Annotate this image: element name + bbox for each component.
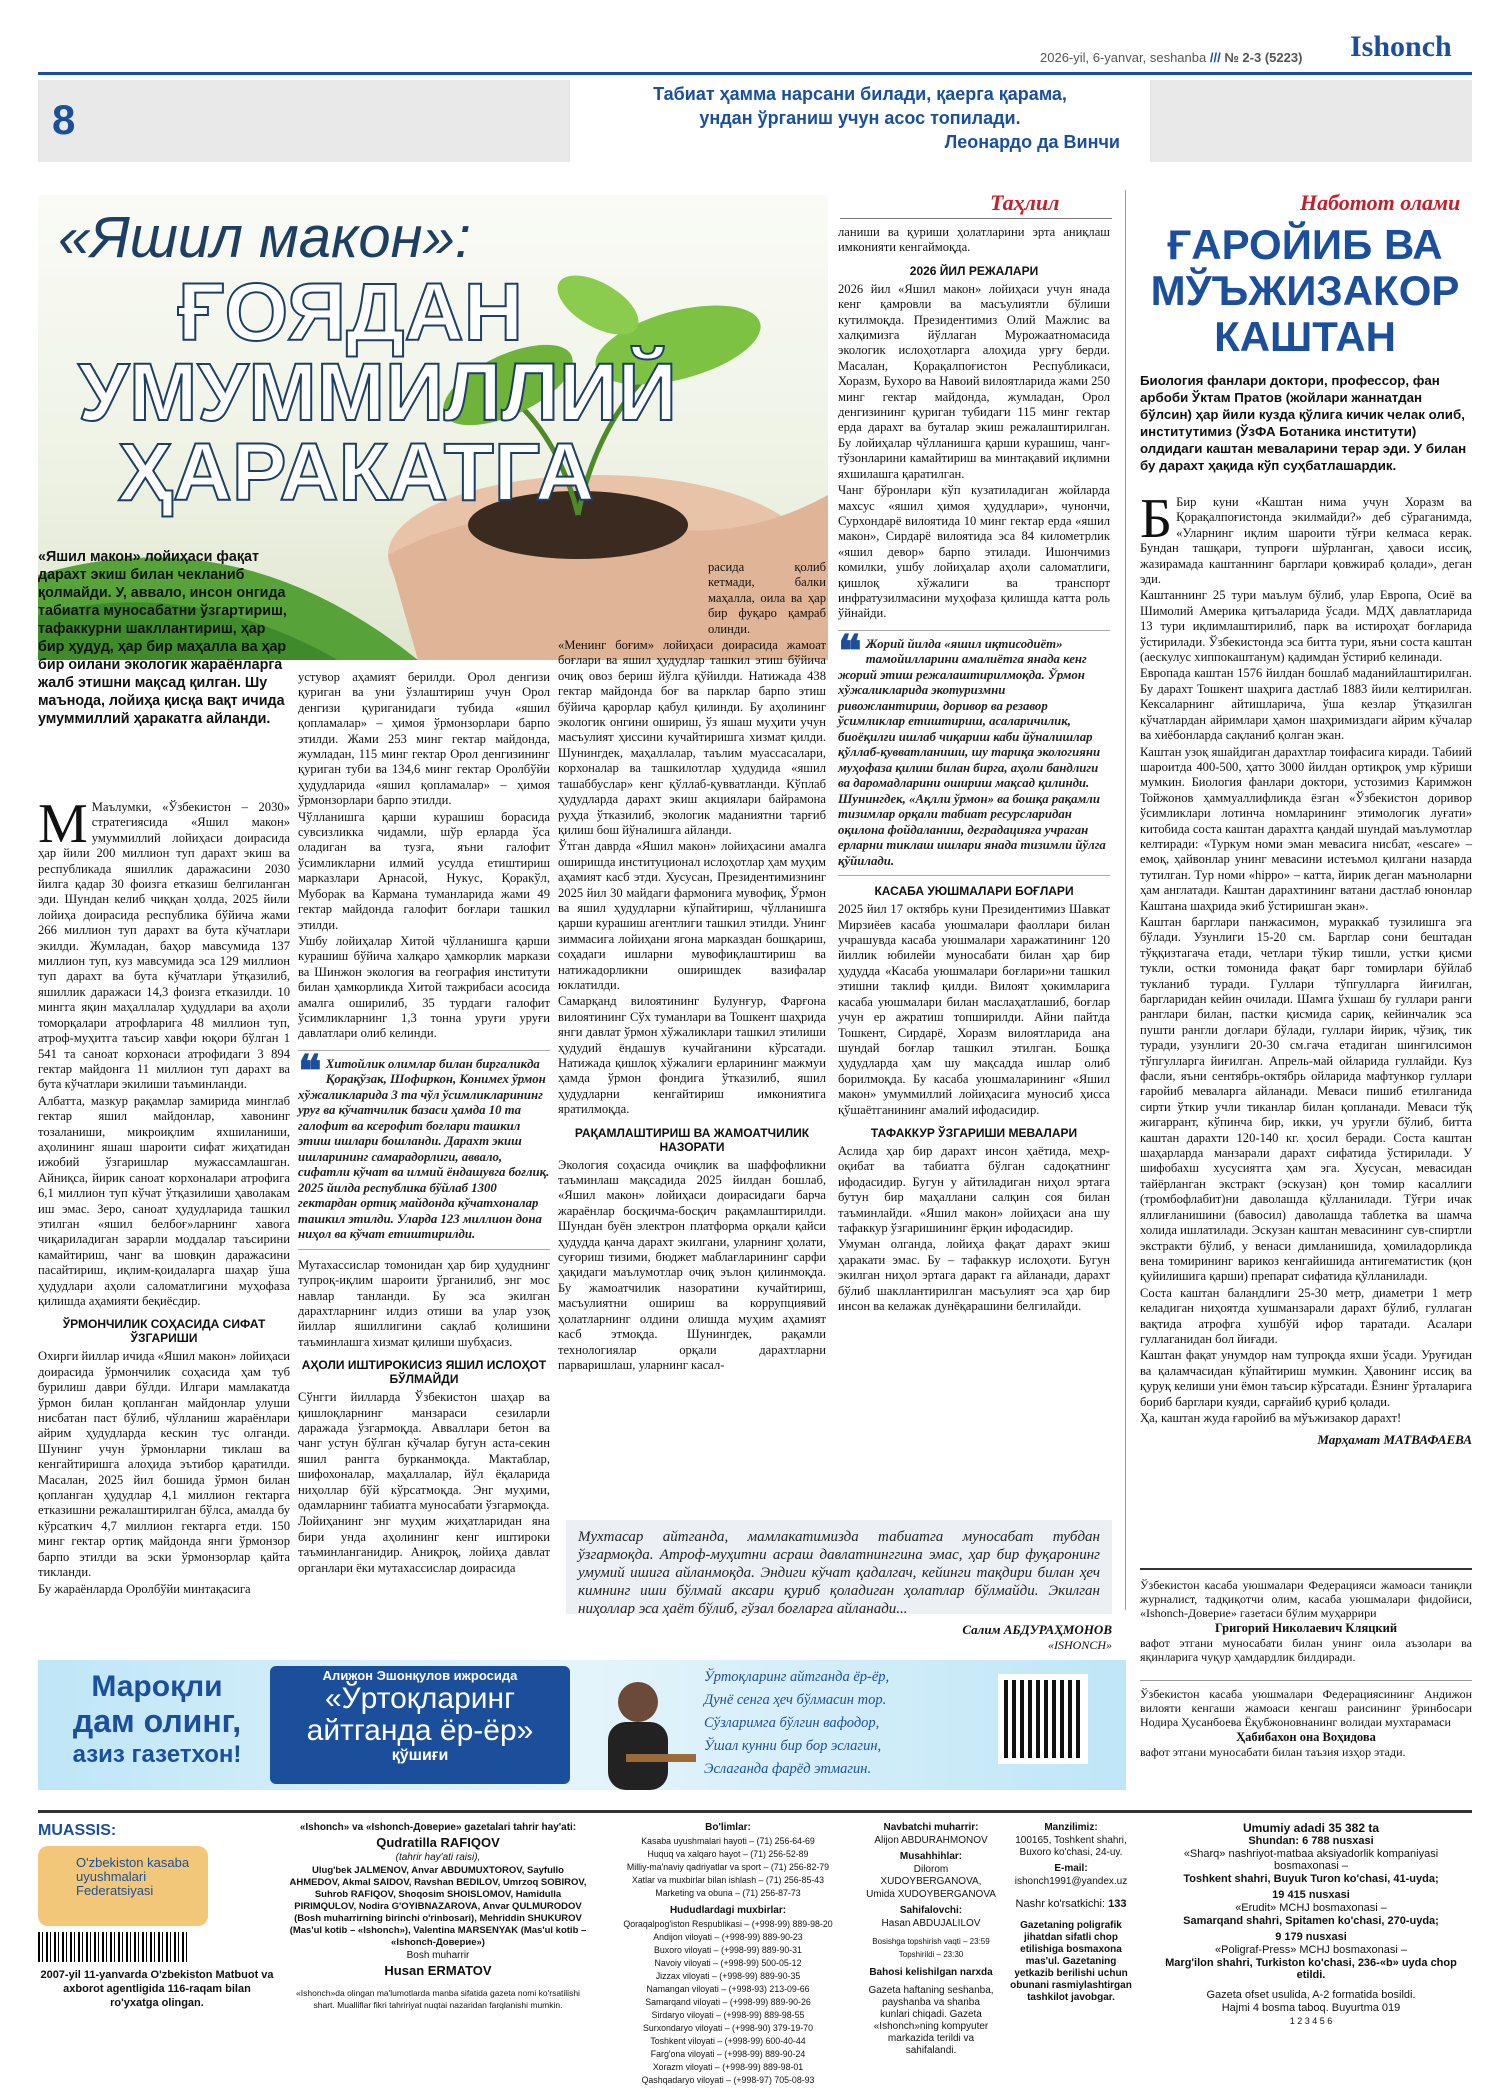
brand-logo: Ishonch xyxy=(1350,30,1452,63)
paragraph: Бу жараёнларда Оролбўйи минтақасига xyxy=(38,1581,251,1596)
paragraph: Умуман олганда, лойиҳа фақат дарахт экиш ҳаракати эмас. Бу – тафаккур ислоҳоти. Бугун экилган ниҳол эртага даракт га айланади, дарахт бўлиб шакллантирилган масъулият эса ҳар бир инсон ва келажак дунёқарашини белгилайди. xyxy=(838,1237,1110,1313)
subheading: КАСАБА УЮШМАЛАРИ БОҒЛАРИ xyxy=(874,884,1074,899)
paragraph: Самарқанд вилоятининг Булунғур, Фарғона вилоятининг Сўх туманлари ва Тошкент шаҳрида янги давлат ўрмон хўжаликлари ташкил этилиши ҳудудий ёндашув кучайганини кўрсатади. Натижада қишлоқ хўжалиги ерларининг мажмуи ҳамда ўрмон фондига ўтказилиб, яшил ҳудудларни кенгайтириш имкониятига яратилмоқда. xyxy=(558,994,826,1117)
subheading: ТАФАККУР ЎЗГАРИШИ МЕВАЛАРИ xyxy=(870,1125,1078,1140)
paragraph: Албатта, мазкур рақамлар замирида минглаб гектар яшил майдонлар, хавонинг тозаланиши, микроиқлим яхшиланиши, аҳолининг яшаш шароити сифат жиҳатидан ижобий ўзгаришлар мужассамлашган. Айниқса, йирик саноат корхоналари атрофига 6,1 миллион туп кўчат ўтқазилиши ҳаволакам иш эмас. Зеро, саноат ҳудудларида ташкил этилган «яшил белбоғ»ларнинг хавога чиқариладиган зарарли моддалар таъсирини камайтириш, чанг ва шовқин даражасини пасайтириш, иқлим-қоидаларга шаҳар ўша ҳудудлари аҳоли саломатлигини муҳофаза қилишда аҳамияти беқиёсдир. xyxy=(38,1093,290,1308)
banner-lyrics: Ўртоқларинг айтганда ёр-ёр, Дунё сенга ҳеч бўлмасин тор. Сўзларимга бўлгин вафодор, Ўшал кунни бир бор эслагин, Эслаганда фарёд этмагин. xyxy=(704,1669,890,1777)
email-link[interactable]: ishonch1991@yandex.uz xyxy=(1014,1876,1128,1887)
subheading: РАҚАМЛАШТИРИШ ВА ЖАМОАТЧИЛИК НАЗОРАТИ xyxy=(574,1125,810,1154)
section-label-botany: Наботот олами xyxy=(1300,190,1461,215)
paragraph: расида қолиб кетмади, балки маҳалла, оила ва ҳар бир фуқаро қамраб олинди. xyxy=(708,560,826,636)
banner-greeting: Мароқли дам олинг, азиз газетхон! xyxy=(72,1670,242,1768)
footer-staff: Navbatchi muharrir: Alijon ABDURAHMONOV Musahhihlar: Dilorom XUDOYBERGANOVA, Umida XUDOYBERGANOVA Sahifalovchi: Hasan ABDUJALILOV Bosishga topshirish vaqti – 23:59 Topshirildi – 23:30 Bahosi kelishilgan narxda Gazeta haftaning seshanba, payshanba va shanba kunlari chiqadi. Gazeta «Ishonch»ning kompyuter markazida terildi va sahifalandi. xyxy=(866,1822,996,2056)
barcode xyxy=(38,1932,188,1962)
footer-founder: MUASSIS: O'zbekiston kasaba uyushmalari Federatsiyasi 2007-yil 11-yanvarda O'zbekiston Matbuot va axborot agentligida 116-raqam bilan ro'yxatga olingan. xyxy=(38,1822,274,2009)
right-author: Марҳамат МАТВАФАЕВА xyxy=(1317,1432,1472,1448)
paragraph: М Маълумки, «Ўзбекистон – 2030» стратегиясида «Яшил макон» умуммиллий лойиҳаси доирасида ҳар йили 200 миллион туп дарахт экиш ва республикада яшиллик даражасини 2030 йилга қадар 30 фоизга етказиш белгиланган эди. Шундан келиб чиққан ҳолда, 2025 йили лойиҳа доирасида республика бўйича жами 266 миллион туп дарахт ва бута кўчатлари экилди. Жумладан, баҳор мавсумида 137 миллион туп, куз мавсумида эса 129 миллион туп дарахт ва бута кўчатлари ўтқазилиб, яшиллик даражаси 14,3 фоизга етказилди. 10 мингга яқин маҳаллалар ҳудудлари ва аҳоли томорқалари атрофларига 48 миллион туп, атроф-муҳитга таъсир хавфи юқори бўлган 1 541 та саноат корхонаси атрофидаги 3 894 гектар майдонга 11 миллион туп дарахт ва бута кўчатлари экилиши таъминланди. xyxy=(38,793,290,1092)
paragraph: Ўтган даврда «Яшил макон» лойиҳасини амалга оширишда институционал ислоҳотлар ҳам муҳим аҳамият касб этди. Хусусан, Президентимизнинг 2025 йил 30 майдаги фармонига мувофиқ, Ўрмон ва яшил ҳудудларни кўпайтириш, чўлланишга қарши курашиш агентлиги ташкил этилди. Унинг зиммасига лойиҳани ягона марказдан бошқариш, соҳадаги ишларни мувофиқлаштириш ва натижадорликни оширишдек вазифалар юклатилди. xyxy=(558,839,826,992)
page-number: 8 xyxy=(38,80,570,162)
paragraph: 2025 йил 17 октябрь куни Президентимиз Шавкат Мирзиёев касаба уюшмалари фаоллари билан учрашувда касаба уюшмалари харажатининг 120 йиллик юбилейи муносабати билан ҳар бир ҳудудда «Касаба уюшмалари боғлари»ни ташкил этишни таклиф қилди. Вилоят ҳокимларига касаба уюшмалари билан маслаҳатлашиб, боғлар учун ер ажратиш топширилди. Айни пайтда Тошкент, Сирдарё, Хоразм вилоятларида ана шундай боғлар ташкил этилган. Бошқа ҳудудларда ҳам шу мақсадда ишлар олиб борилмоқда. Бу касаба уюшмаларининг «Яшил макон» умуммиллий лойиҳасига муносиб ҳисса қўшаётганининг амалий ифодасидир. xyxy=(838,902,1110,1117)
paragraph: Чанг бўронлари кўп кузатиладиган жойларда махсус «яшил ҳимоя ҳудудлари», чунончи, Сурхондарё вилоятида 10 минг гектар ерда «яшил макон», Сирдарё вилоятида эса 84 километрлик «яшил девор» барпо этилади. Ишончимиз комилки, ушбу лойиҳалар аҳоли саломатлиги, қишлоқ хўжалиги ва транспорт инфратузилмасини муҳофаза қилишда катта роль ўйнайди. xyxy=(838,483,1110,621)
article-headline: «Яшил макон»: ҒОЯДАН УМУММИЛЛИЙ ҲАРАКАТГА xyxy=(58,205,677,518)
paragraph: Каштан барглари панжасимон, мураккаб тузилишга эга бўлади. Узунлиги 15-20 см. Барглар сони бештадан тўққизтагача етади, четлари тўкир тишли, устки қисми тукли, остки томонида фақат барг томирлари бўйлаб тукланиб туради. Гуллари тўпгулларга йиғилган, баргларидан кейин очилади. Шамга ўхшаш бу гуллари ранги ранглари билан, пастки қисмида сариқ, кейинчалик эса пушти рангли доғлари бўлади, гуллари йирик, чўзиқ, тик туради, узунлиги 20-30 см.гача етадиган шингилсимон тўпгулларга йиғилган. Апрель-май ойларида гуллайди. Куз фасли, яъни сентябрь-октябрь ойларида мафтункор гуллари ғаройиб меваларга айланади. Меваси пишиб етилганида сирти ўткир учли тиканлар билан қопланади. Меваси тўқ жигаррант, кўпинча бир, икки, уч уруғли бўлиб, битта каштан дарахти 120-140 кг. ҳосил беради. Соста каштан шаҳарларда манзарали дарахт сифатида ўстирилади. У шифобахш хусусиятга ҳам эга. Хусусан, мевасидан тайёрланган экстракт (эскузан) қон томир касаллиги (тромбофлабит)ни даволашда қўлланилади. Тўғри ичак яллиғланишини (бавосил) даволашда таблетка ва шамча холида ишлатилади. Эскузан каштан мевасининг сув-спиртли экстракти бўлиб, у венаси димланишида, ҳомиладорликда вена томирининг варикоз кенгайишида антигематистик (қон қуйилишига қарши) препарат сифатида қўлланилади. xyxy=(1140,914,1472,1284)
paragraph: Мутахассислар томонидан ҳар бир ҳудуднинг тупроқ-иқлим шароити ўрганилиб, энг мос навлар танланди. Бу эса экилган дарахтларнинг илдиз отиши ва улар узоқ йиллар яшиллигини сақлаб қолишини таъминлашга хизмат қилиши шубҳасиз. xyxy=(298,1257,550,1349)
paragraph: Сўнгги йилларда Ўзбекистон шаҳар ва қишлоқларнинг манзараси сезиларли даражада ўзгармоқда. Авваллари бетон ва чанг устун бўлган кўчалар бугун аста-секин яшил рангга бурканмоқда. Мактаблар, шифохоналар, маҳаллалар, йўл ёқаларида ниҳоллар бўй кўрсатмоқда. Энг муҳими, одамларнинг табиатга муносабати ўзгармоқда. xyxy=(298,1390,550,1513)
quote-icon: ❝ xyxy=(838,626,862,676)
paragraph: Каштан узоқ яшайдиган дарахтлар тоифасига киради. Табиий шароитда 400-500, ҳатто 3000 йилдан ортиқроқ умр кўриши мумкин. Биология фанлари доктори, устозимиз Каримжон Тойжонов ҳаммуаллифликда ёзган «Ўзбекистон доривор ўсимликлари лотинча номларининг этимологик луғати» китобида соста каштан дарахтга қандай шундай маълумотлар келтиради: «Туркум номи эман мевасига нисбат, «escare» – емоқ, ҳайвонлар унинг мевасини истеъмол қилгани назарда тутилган. Тур номи «hippo» – катта, йирик деган маъноларни ҳам англатади. Каштан дарахтининг ватани дастлаб юнонлар Каштана шаҳрида экиб ўстиришган экан». xyxy=(1140,744,1472,913)
paragraph: Европада каштан 1576 йилдан бошлаб маданийлаштирилган. Бу дарахт Тошкент шаҳрига дастлаб 1883 йили келтирилган. Кексаларнинг айтишларича, ўша кезлар ўтқазилган кўчатлардан айримлари ҳамон шаҳримиздаги айрим кўчалар ва хиёбонларда сақланиб қолган экан. xyxy=(1140,666,1472,743)
banner-title-block: Алижон Эшонқулов ижросида «Ўртоқларинг айтганда ёр-ёр» қўшиғи xyxy=(270,1666,570,1784)
paragraph: Охирги йиллар ичида «Яшил макон» лойиҳаси доирасида ўрмончилик соҳасида ҳам туб бурилиш даври бўлди. Илгари мамлакатда ўрмон билан қопланган майдонлар улуши нисбатан паст бўлиб, чўлланиш жараёнлари айрим ҳудудларда кескин тус олганди. Шунинг учун ўрмонларни тиклаш ва кенгайтиришга алоҳида эътибор қаратилди. Масалан, 2025 йил бошида ўрмон билан қопланган ҳудудлар 4,1 миллион гектарга етказишни режалаштирилган бўлса, амалда бу кўрсаткич 4,7 миллион гектарга етди. 150 минг гектар ортиқ майдонда янги ўрмонзор барпо этилди ва эски ўрмонзорлар қайта тикланди. xyxy=(38,1349,290,1580)
paragraph: ланиши ва қуриши ҳолатларини эрта аниқлаш имконияти кенгаймоқда. xyxy=(838,225,1110,255)
paragraph: Каштан фақат унумдор нам тупроқда яхши ўсади. Уруғидан ва қаламчасидан кўпайтириш мумкин. Ҳавонинг иссиқ ва қуруқ келиши уни ёмон таъсир кўрсатади. Ёзнинг ўрталарига бориб барглари куяди, сарғайиб қуриб қолади. xyxy=(1140,1348,1472,1409)
song-banner xyxy=(38,1660,1126,1790)
pull-quote: ❝ Жорий йилда «яшил иқтисодиёт» тамойилларини амалиётга янада кенг жорий этиш режалаштирилмоқда. Ўрмон хўжаликларида экотуризмни ривожлантириш, доривор ва резавор ўсимликлар етиштириш, асаларичилик, биоёқилғи ишлаб чиқариш каби йўналишлар қўллаб-қувватланиши, шу тариқа экологияни муҳофаза қилиш билан бирга, аҳоли бандлиги ва даромадларини ошириш мақсад қилинди. Шунингдек, «Ақлли ўрмон» ва бошқа рақамли тизимлар орқали табиат ресурсларидан оқилона фойдаланиш, деградацияга учраган ерларни тиклаш ишлари янада тизимли йўлга қўйилади. xyxy=(838,630,1110,877)
article-column-1 xyxy=(38,793,290,1598)
paragraph: Каштаннинг 25 тури маълум бўлиб, улар Европа, Осиё ва Шимолий Америка қитъаларида ўсади. МДҲ давлатларида 13 тури иқлимлаштирилиб, парк ва истироҳат боғларида ўстирилади. Ўзбекистонда эса битта тури, яъни соста каштан (аескулус хиппокаштанум) қадимдан ўстириб келинади. xyxy=(1140,588,1472,665)
condolence-1: Ўзбекистон касаба уюшмалари Федерацияси жамоаси таниқли журналист, тадқиқотчи олим, касаба уюшмалари фидойиси, «Ishonch-Доверие» газетаси бўлим муҳаррири Григорий Николаевич Кляцкий вафот этгани муносабати билан унинг оила аъзолари ва яқинларига чуқур ҳамдардлик билдиради. xyxy=(1140,1568,1472,1665)
header-grey-block xyxy=(1150,80,1472,162)
article-column-4 xyxy=(838,225,1110,1315)
singer-icon xyxy=(578,1674,698,1790)
paragraph: Б Бир куни «Каштан нима учун Хоразм ва Қорақалпоғистонда экилмайди?» деб сўраганимда, «Уларнинг иқлим шароити тўғри келмаса керак. Бундан ташқари, тупроғи шўрланган, ҳавоси иссиқ, жазирамада каштаннинг барглари қовжираб қолади», деган эди. xyxy=(1140,488,1472,587)
paragraph: устувор аҳамият берилди. Орол денгизи қуриган ва уни ўзлаштириш учун Орол денгизи қуриганидаги тубида «яшил қопламалар» – ҳимоя ўрмонзорлари барпо этилди. Жами 253 минг гектар майдонда, жумладан, 115 минг гектар Орол денгизининг қуриган туби ва 134,6 минг гектар Оролбўйи ҳудудларида «яшил қопламалар» – ҳимоя ўрмонзорлари барпо этилди. xyxy=(298,670,550,808)
section-rule xyxy=(840,218,1112,219)
footer-print: Umumiy adadi 35 382 ta Shundan: 6 788 nusxasi «Sharq» nashriyot-matbaa aksiyadorlik kompaniyasi bosmaxonasi – Toshkent shahri, Buyuk Turon ko'chasi, 41-uyda; 19 415 nusxasi «Erudit» MCHJ bosmaxonasi – Samarqand shahri, Spitamen ko'chasi, 270-uyda; 9 179 nusxasi «Poligraf-Press» MCHJ bosmaxonasi – Marg'ilon shahri, Turkiston ko'chasi, 236-«b» uyda chop etildi. Gazeta ofset usulida, A-2 formatida bosildi. Hajmi 4 bosma taboq. Buyurtma 019 1 2 3 4 5 6 xyxy=(1165,1821,1457,2026)
pull-quote: ❝ Хитойлик олимлар билан биргаликда Қорақўзак, Шофиркон, Конимех ўрмон хўжаликларида 3 та чўл ўсимликларининг уруғ ва кўчатчилик базаси ҳамда 10 та галофит ва ксерофит боғлари ташкил этиш ишлари бошланди. Дарахт экиш ишларининг самарадорлиги, аввало, сифатли кўчат ва илмий ёндашувга боғлиқ. 2025 йилда республика бўйлаб 1300 гектардан ортиқ майдонда кўчатхоналар ташкил этилди. Уларда 123 миллион дона ниҳол ва кўчат етиштирилди. xyxy=(298,1050,550,1250)
header-date: 2026-yil, 6-yanvar, seshanba /// № 2-3 (5223) xyxy=(1040,50,1303,65)
subheading: ЎРМОНЧИЛИК СОҲАСИДА СИФАТ ЎЗГАРИШИ xyxy=(62,1317,266,1346)
header-rule xyxy=(38,72,1472,75)
paragraph: 2026 йил «Яшил макон» лойиҳаси учун янада кенг қамровли ва масъулиятли бўлиши кутилмоқда. Президентимиз Олий Мажлис ва халқимизга йўллаган Мурожаатномасида экологик ислоҳотларга алоҳида урғу берди. Масалан, Қорақалпоғистон Республикаси, Хоразм, Бухоро ва Навоий вилоятларида жами 250 минг гектар майдонда, жумладан, Орол денгизининг қуриган тубидаги 115 минг гектар ерда дарахт ва буталар экиш режалаштирилган. Бу лойиҳалар чўлланишга қарши курашиш, чанг-тўзонларини камайтириш ва минтақавий иқлимни яхшилашга қаратилган. xyxy=(838,281,1110,481)
paragraph: Соста каштан баландлиги 25-30 метр, диаметри 1 метр келадиган ниҳоятда хушманзарали дарахт бўлиб, гуллаган вақтида атрофга хушбўй ифор таратади. Асалари гуллаганидан бол йиғади. xyxy=(1140,1285,1472,1346)
quote-icon: ❝ xyxy=(298,1046,322,1096)
condolence-2: Ўзбекистон касаба уюшмалари Федерациясининг Андижон вилояти кенгаши жамоаси кенгаш раисининг ўринбосари Нодира Ҳусанбоева Ёқубжоновнанинг волидаи мухтарамаси Ҳабибахон она Воҳидова вафот этгани муносабати билан таъзия изҳор этади. xyxy=(1140,1680,1472,1760)
section-label-analysis: Таҳлил xyxy=(990,190,1060,215)
subheading: 2026 ЙИЛ РЕЖАЛАРИ xyxy=(909,263,1039,278)
footer-rule xyxy=(38,1810,1472,1813)
footer-contact: Manzilimiz: 100165, Toshkent shahri, Buxoro ko'chasi, 24-uy. E-mail: ishonch1991@yandex.uz Nashr ko'rsatkichi: 133 Gazetaning poligrafik jihatdan sifatli chop etilishiga bosmaxona mas'ul. Gazetaning yetkazib berilishi uchun obunani rasmiylashtirgan tashkilot javobgar. xyxy=(1006,1822,1136,2005)
article-author: Салим АБДУРАҲМОНОВ «ISHONCH» xyxy=(962,1622,1112,1652)
right-lead: Биология фанлари доктори, профессор, фан арбоби Ўктам Пратов (жойлари жаннатдан бўлсин) ҳар йили кузда қўлига кичик челак олиб, институтимиз (ЎзФА Ботаника институти) олдидаги каштан меваларини терар эди. У билан бу дарахт ҳақида кўп суҳбатлашардик. xyxy=(1140,373,1467,473)
qr-code[interactable] xyxy=(998,1674,1088,1764)
paragraph: Ҳа, каштан жуда ғаройиб ва мўъжизакор дарахт! xyxy=(1140,1410,1402,1425)
article-column-2 xyxy=(298,670,550,1577)
right-body xyxy=(1140,488,1472,1448)
paragraph: Экология соҳасида очиқлик ва шаффофликни таъминлаш мақсадида 2025 йилдан бошлаб, «Яшил макон» лойиҳаси доирасидаги барча жараёнлар босқичма-босқич рақамлаштирилди. Шундан буён электрон платформа орқали қайси ҳудудда қанча дарахт экилгани, уларнинг ҳолати, суғориш тизими, бюджет маблағларининг сарфи ҳақидаги маълумотлар очиқ эълон қилинмоқда. Бу жамоатчилик назоратини кучайтириш, масъулиятни ошириш ва коррупциявий ҳолатларнинг олдини олишда муҳим аҳамият касб этмоқда. Шунингдек, рақамли технологиялар орқали дарахтларни парваришлаш, уларнинг касал- xyxy=(558,1157,826,1372)
paragraph: Аслида ҳар бир дарахт инсон ҳаётида, меҳр-оқибат ва табиатга бўлган садоқатнинг ифодасидир. Бугун у айтиладиган ниҳол эртага бутун бир маҳаллани салқин соя билан таъминлайди. «Яшил макон» лойиҳаси ана шу тафаккур ўзгаришининг ёрқин ифодасидир. xyxy=(838,1143,1110,1235)
article-column-3 xyxy=(558,560,826,1374)
paragraph: Лойиҳанинг энг муҳим жиҳатларидан яна бири унда аҳолининг кенг иштироки таъминланганидир. Аниқроқ, лойиҳа давлат органлари ёки мутахассислар доирасида xyxy=(298,1514,550,1575)
paragraph: Ушбу лойиҳалар Хитой чўлланишга қарши курашиш бўйича халқаро ҳамкорлик маркази ва Шинжон экология ва география институти билан ҳамкорликда Хитой тажрибаси асосида амалга оширилиб, 35 турдаги галофит ўсимликларнинг 1,3 тонна уруғи уруғи давлатлари олиб келинди. xyxy=(298,933,550,1041)
top-quote: Табиат ҳамма нарсани билади, қаерга қарама, ундан ўрганиш учун асос топилади. Леонардо да Винчи xyxy=(653,84,1120,152)
paragraph: Чўлланишга қарши курашиш борасида сувсизликка чидамли, шўр ерларда ўса оладиган ва тузга, яъни галофит ўсимликларни илмий усулда етиштириш марказлари Арнасой, Нукус, Қоракўл, Муборак ва Кармана туманларида жами 49 гектар майдонда галофит боғлари ташкил этилди. xyxy=(298,809,550,932)
right-headline: ҒАРОЙИБ ВА МЎЪЖИЗАКОР КАШТАН xyxy=(1150,221,1460,360)
subheading: АҲОЛИ ИШТИРОКИСИЗ ЯШИЛ ИСЛОҲОТ БЎЛМАЙДИ xyxy=(301,1358,547,1387)
footer-board: «Ishonch» va «Ishonch-Доверие» gazetalari tahrir hay'ati: Qudratilla RAFIQOV (tahrir hay'ati raisi), Ulug'bek JALMENOV, Anvar ABDUMUXTOROV, Sayfullo AHMEDOV, Akmal SAIDOV, Ravshan BEDILOV, Umrzoq SOBIROV, Suhrob RAFIQOV, Shoqosim SHOISLOMOV, Hamidulla PIRIMQULOV, Nodira G'OYIBNAZAROVA, Anvar QULMURODOV (Bosh muharrirning birinchi o'rinbosari), Mehriddin SHUKUROV (Mas'ul kotib – «Ishonch»), Valentina MARSENYAK (Mas'ul kotib – «Ishonch-Доверие») Bosh muharrir Husan ERMATOV «Ishonch»da olingan ma'lumotlarda manba sifatida gazeta nomi ko'rsatilishi shart. Mualliflar fikri tahririyat nuqtai nazaridan farqlanishi mumkin. xyxy=(289,1822,587,2010)
singer-photo xyxy=(578,1674,698,1790)
federation-logo: O'zbekiston kasaba uyushmalari Federatsiyasi xyxy=(38,1846,208,1926)
paragraph: «Менинг боғим» лойиҳаси доирасида жамоат боғлари ва яшил ҳудудлар ташкил этиш бўйича очиқ овоз бериш йўлга қўйилди. Натижада 438 гектар майдонда боғ ва парклар барпо этиш бўйича қарорлар қабул қилинди. Бу аҳолининг экологик онгини ошириш, ўз яшаш муҳити учун масъулият ҳиссини кучайтиришга хизмат қилди. Шунингдек, маҳаллалар, таълим муассасалари, корхоналар ва ташкилотлар ҳудудида «яшил ташаббуслар» кенг қўллаб-қувватланди. Кўплаб ҳудудларда дарахт экиш акциялари байрамона руҳда ўтказилиб, экологик маданиятни тарғиб қилиш бош йўналишга айланди. xyxy=(558,638,826,837)
footer-departments: Bo'limlar: Kasaba uyushmalari hayoti – (71) 256-64-69 Huquq va xalqaro hayot – (71) 256-52-89 Milliy-ma'naviy qadriyatlar va sport – (71) 256-82-79 Xatlar va muxbirlar bilan ishlash – (71) 256-85-43 Marketing va obuna – (71) 256-87-73 Hududlardagi muxbirlar: Qoraqalpog'iston Respublikasi – (+998-99) 889-98-20 Andijon viloyati – (+998-99) 889-90-23 Buxoro viloyati – (+998-99) 889-90-31 Navoiy viloyati – (+998-99) 500-05-12 Jizzax viloyati – (+998-99) 889-90-35 Namangan viloyati – (+998-93) 213-09-66 Samarqand viloyati – (+998-99) 889-90-26 Sirdaryo viloyati – (+998-99) 889-98-55 Surxondaryo viloyati – (+998-90) 379-19-70 Toshkent viloyati – (+998-99) 600-40-44 Farg'ona viloyati – (+998-99) 889-90-24 Xorazm viloyati – (+998-99) 889-98-01 Qashqadaryo viloyati – (+998-97) 705-08-93 xyxy=(623,1822,833,2085)
article-lead: «Яшил макон» лойиҳаси фақат дарахт экиш билан чекланиб қолмайди. У, аввало, инсон онгида табиатга муносабатни ўзгартириш, тафаккурни шакллантириш, ҳар бир ҳудуд, ҳар бир маҳалла ва ҳар бир оилани экологик жараёнларга жалб этишни мақсад қилган. Шу маънода, лойиҳа қисқа вақт ичида умуммиллий ҳаракатга айланди. xyxy=(38,549,287,727)
closing-box: Мухтасар айтганда, мамлакатимизда табиатга муносабат тубдан ўзгармоқда. Атроф-муҳитни асраш давлатнинггина эмас, ҳар бир фуқаронинг умумий ишига айланмоқда. Эндиги кўчат қадалгач, кейинги тақдири билан ҳеч кимнинг иши бўлмай аксари қуриб қоладиган ҳолатлар бўлмайди. Экилган ниҳоллар эса ҳаёт бўлиб, гўзал боғларга айланади... xyxy=(566,1520,1112,1614)
